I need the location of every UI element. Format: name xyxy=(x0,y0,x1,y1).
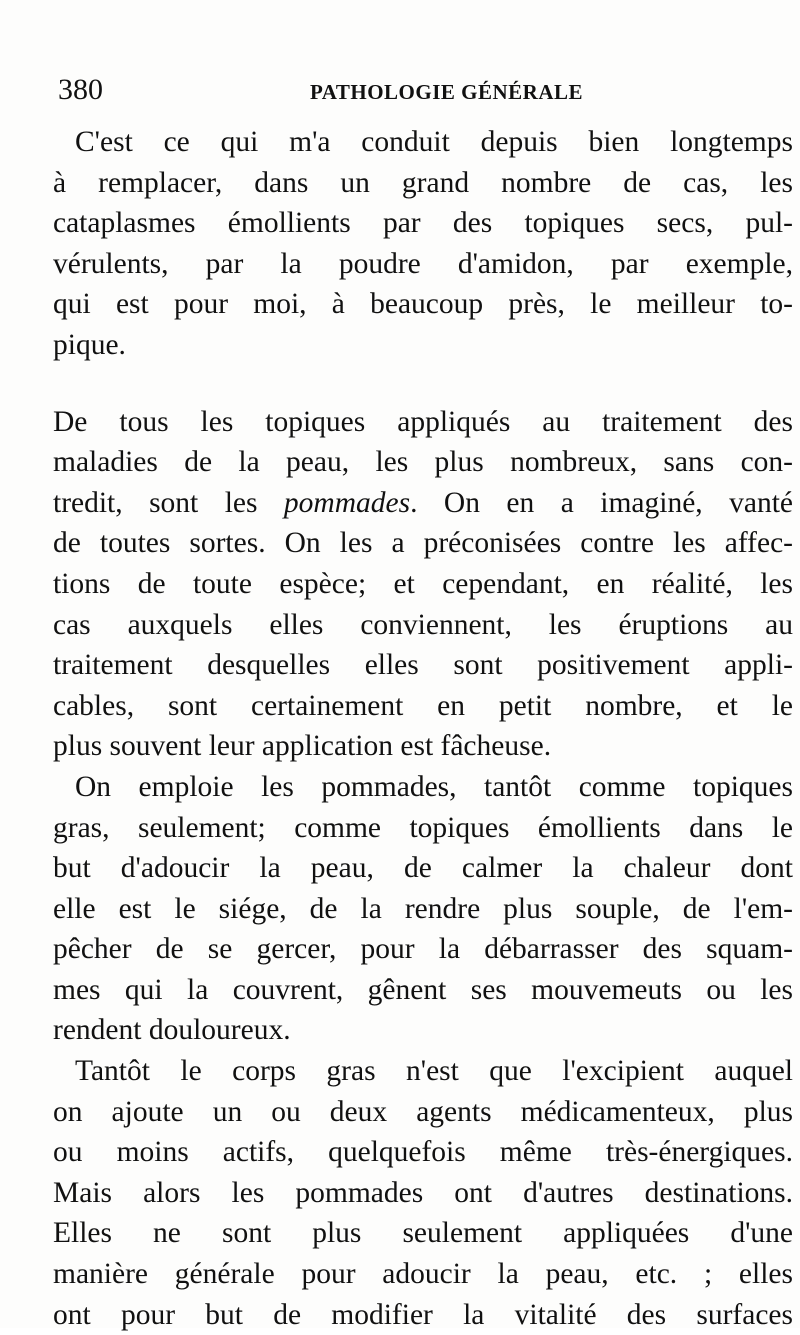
text-line: elle est le siége, de la rendre plus souple, de l'em- xyxy=(53,892,793,925)
text-line: tions de toute espèce; et cependant, en réalité, les xyxy=(53,567,793,600)
paragraph-gap xyxy=(53,366,793,402)
text-line: gras, seulement; comme topiques émollients dans le xyxy=(53,811,793,844)
text-line: mes qui la couvrent, gênent ses mouvemeuts ou les xyxy=(53,973,793,1006)
text-fragment: tredit, sont les xyxy=(53,486,284,519)
text-line-with-italic xyxy=(53,483,793,524)
text-line: à remplacer, dans un grand nombre de cas, les xyxy=(53,166,793,199)
text-line: On emploie les pommades, tantôt comme topiques xyxy=(75,770,793,803)
text-line: manière générale pour adoucir la peau, etc. ; elles xyxy=(53,1258,793,1291)
text-line: C'est ce qui m'a conduit depuis bien longtemps xyxy=(75,126,793,158)
text-line: traitement desquelles elles sont positivement appli- xyxy=(53,649,793,682)
text-line: ont pour but de modifier la vitalité des surfaces xyxy=(53,1298,793,1331)
running-title: PATHOLOGIE GÉNÉRALE xyxy=(310,80,584,104)
text-line: but d'adoucir la peau, de calmer la chaleur dont xyxy=(53,852,793,885)
text-line: Mais alors les pommades ont d'autres destinations. xyxy=(53,1176,793,1209)
italic-term: pommades xyxy=(283,486,411,519)
body-text xyxy=(53,122,793,1335)
text-fragment: . On en a imaginé, vanté xyxy=(410,486,793,519)
text-line: rendent douloureux. xyxy=(53,1014,291,1047)
text-line: qui est pour moi, à beaucoup près, le meilleur to- xyxy=(53,288,793,321)
text-line: plus souvent leur application est fâcheuse. xyxy=(53,730,552,763)
text-line: pêcher de se gercer, pour la débarrasser des squam- xyxy=(53,933,793,966)
text-line: de toutes sortes. On les a préconisées contre les affec- xyxy=(53,527,793,560)
text-line: maladies de la peau, les plus nombreux, sans con- xyxy=(53,446,793,479)
text-line: cables, sont certainement en petit nombre, et le xyxy=(53,689,793,722)
text-line: cataplasmes émollients par des topiques secs, pul- xyxy=(53,207,793,240)
text-line: on ajoute un ou deux agents médicamenteux, plus xyxy=(53,1095,793,1128)
text-line: Tantôt le corps gras n'est que l'excipient auquel xyxy=(75,1055,793,1088)
page-header xyxy=(58,72,758,112)
text-line: cas auxquels elles conviennent, les éruptions au xyxy=(53,608,793,641)
text-line: De tous les topiques appliqués au traitement des xyxy=(53,405,793,438)
text-line: Elles ne sont plus seulement appliquées d'une xyxy=(53,1217,793,1250)
text-line: pique. xyxy=(53,328,126,361)
page-number: 380 xyxy=(58,73,103,106)
text-line: vérulents, par la poudre d'amidon, par exemple, xyxy=(53,247,793,280)
text-line: ou moins actifs, quelquefois même très-énergiques. xyxy=(53,1136,793,1169)
